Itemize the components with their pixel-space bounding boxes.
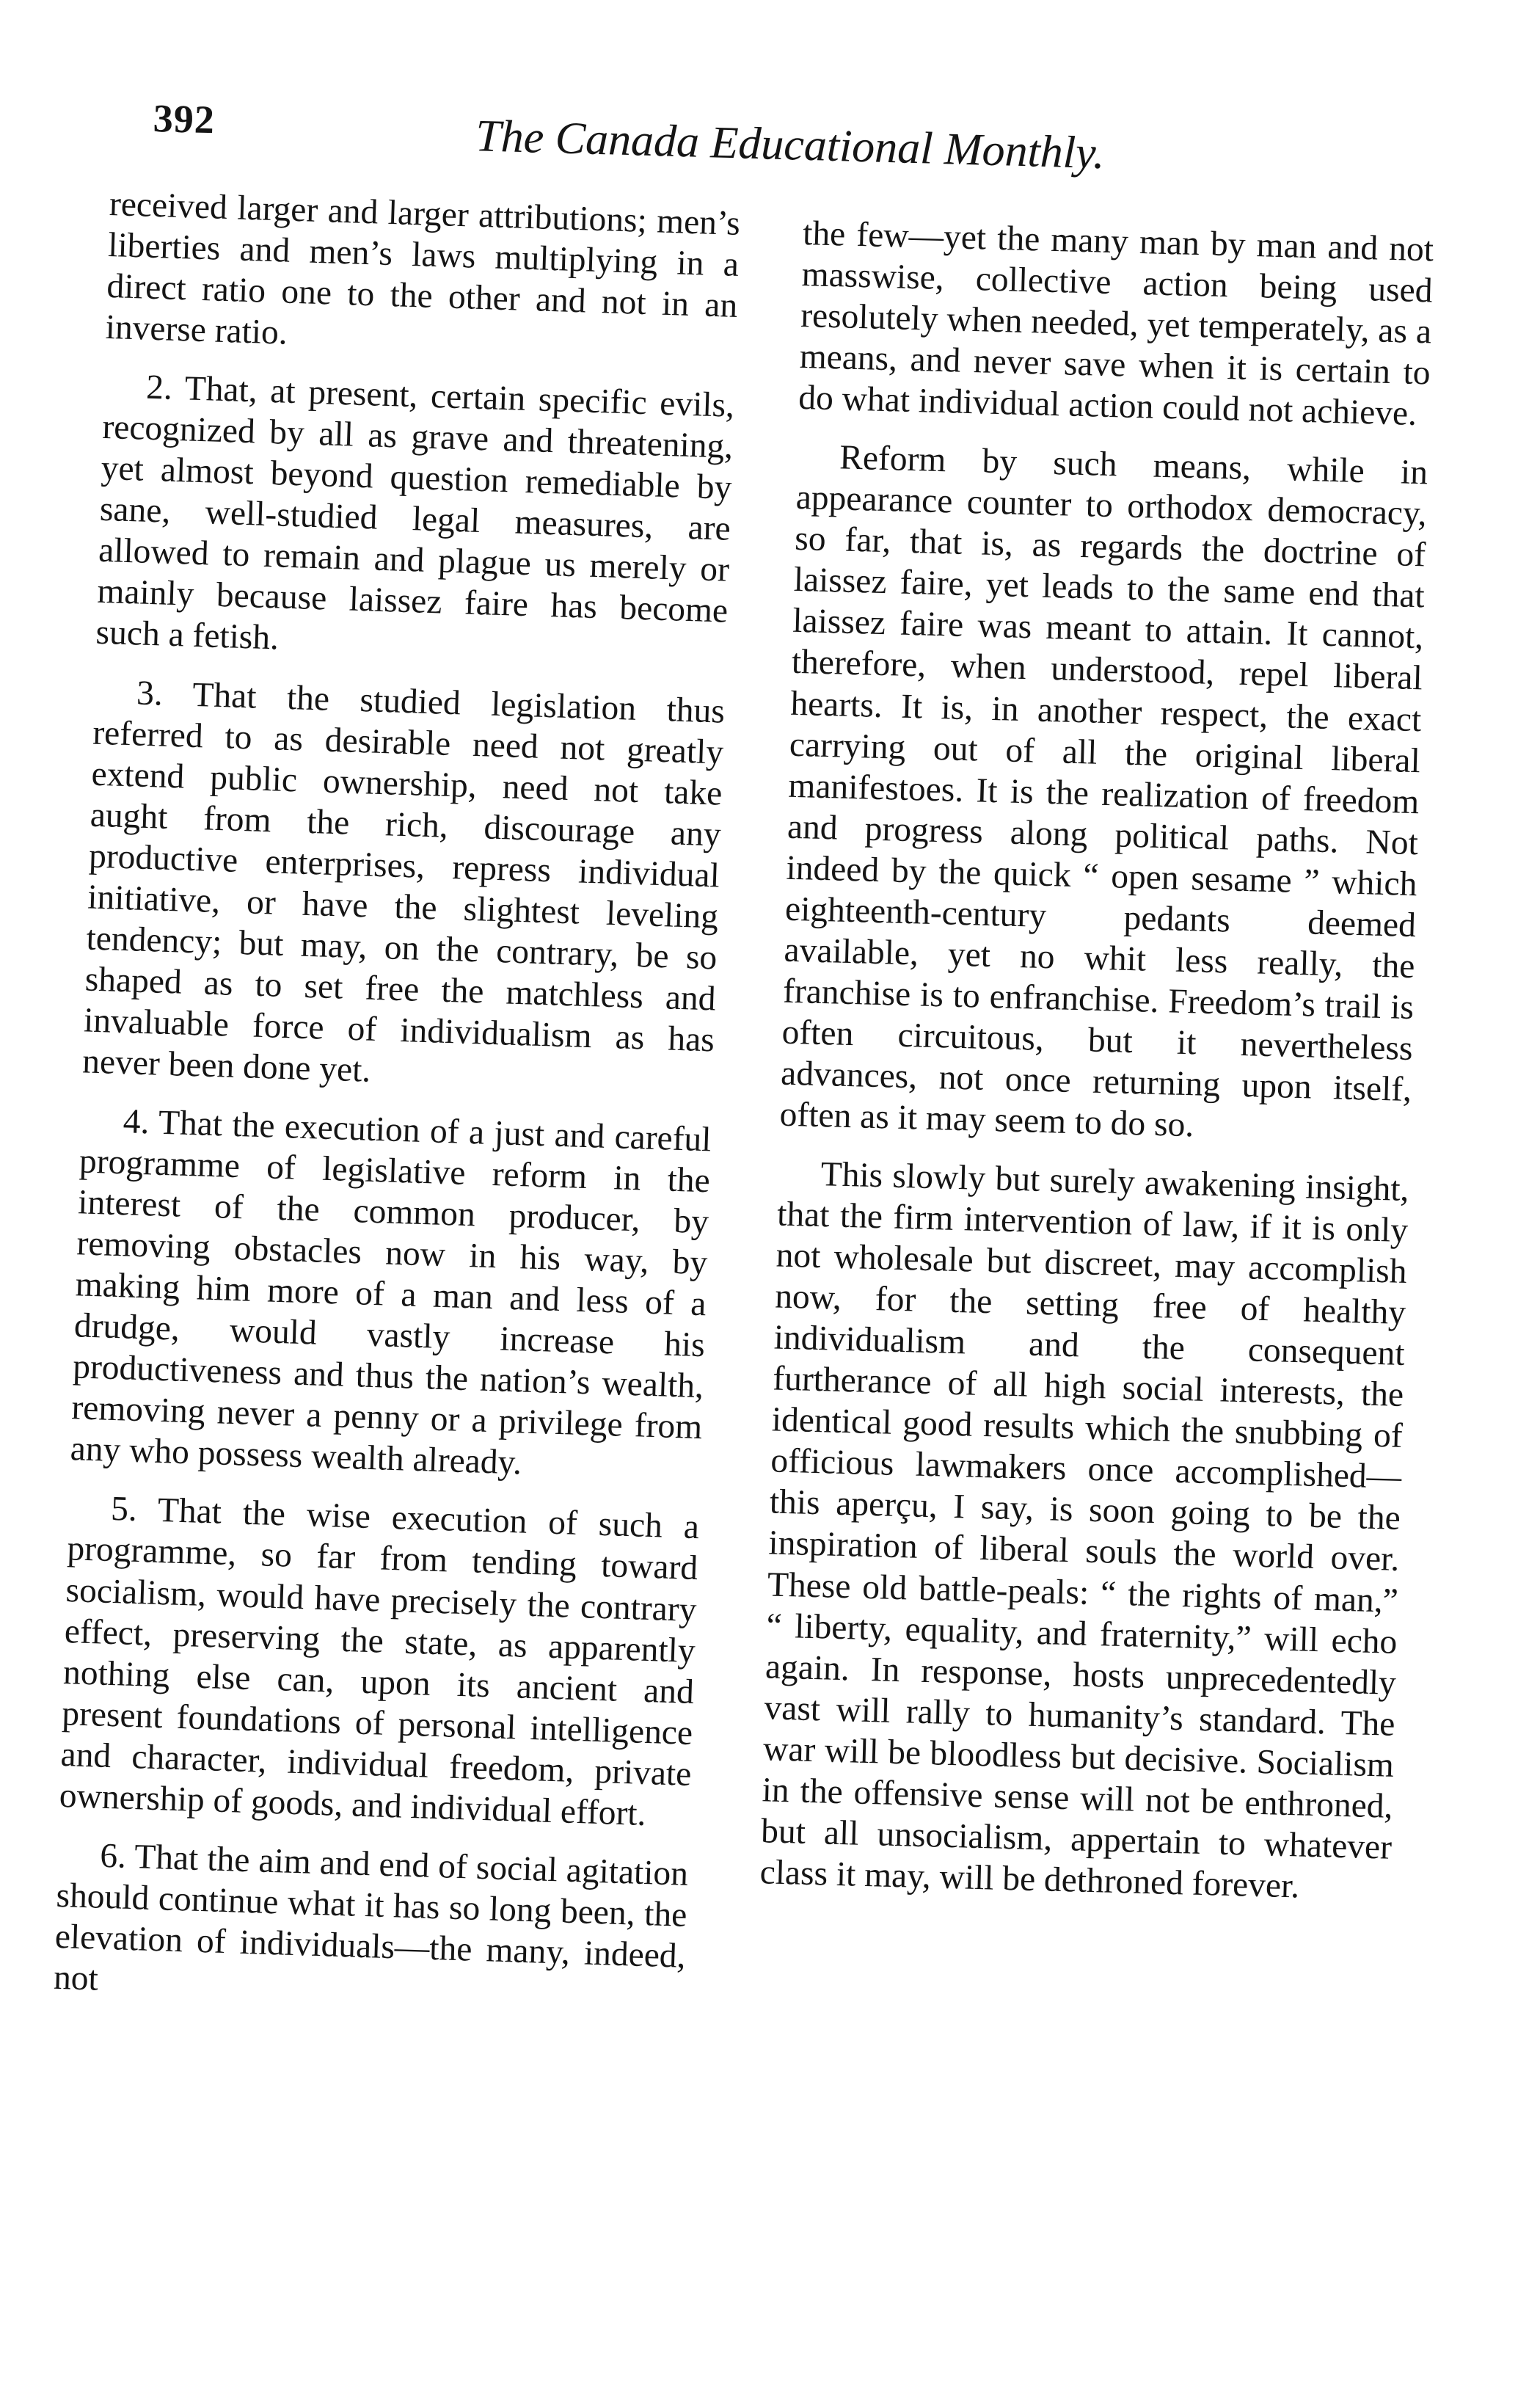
page-number: 392 [153,95,216,142]
page-header [152,88,1167,197]
paragraph-point-3: 3. That the studied legislation thus referred to as desirable need not greatly extend public ownership, need not take aught from the rich, discourage any productive enterprises, repress individual initiative, or have the slightest leveling tendency; but may, on the contrary, be so shaped as to set free the matchless and invaluable force of individualism as has never been done yet. [81,674,726,1090]
right-column [759,213,1434,1927]
paragraph-point-4: 4. That the execution of a just and careful programme of legislative reform in the interest of the common producer, by removing obstacles now in his way, by making him more of a man and less of a drudge, would vastly increase his productiveness and thus the nation’s wealth, removing never a penny or a privilege from any who possess wealth already. [69,1102,712,1482]
paragraph-continued: the few—yet the many man by man and not masswise, collective action being used resolutely when needed, yet temperately, as a means, and never save when it is certain to do what individual action could not achieve. [798,214,1434,434]
running-title: The Canada Educational Monthly. [475,111,1106,179]
paragraph-continued: received larger and larger attributions; men’s liberties and men’s laws multiplying in a direct ratio one to the other and not in an inverse ratio. [105,184,741,352]
left-column [53,183,741,2036]
paragraph-point-5: 5. That the wise execution of such a programme, so far from tending toward socialism, would have precisely the contrary effect, preserving the state, as apparently nothing else can, upon its ancient and present foundations of personal intelligence and character, individual freedom, private ownership of goods, and individual effort. [59,1490,700,1833]
paragraph-reform: Reform by such means, while in appearance counter to orthodox democracy, so far, that is, as regards the doctrine of laissez faire, yet leads to the same end that laissez faire was meant to attain. It cannot, therefore, when understood, repel liberal hearts. It is, in another respect, the exact carrying out of all the original liberal manifestoes. It is the realization of freedom and progress along political paths. Not indeed by the quick “ open sesame ” which eighteenth-century pedants deemed available, yet no whit less really, the franchise is to enfranchise. Freedom’s trail is often circuitous, but it nevertheless advances, not once returning upon itself, often as it may seem to do so. [779,438,1428,1145]
paragraph-insight: This slowly but surely awakening insight, that the firm intervention of law, if it is only not wholesale but discreet, may accomplish now, for the setting free of healthy individualism and the consequent furtherance of all high social interests, the identical good results which the snubbing of officious lawmakers once accomplished—this aperçu, I say, is soon going to be the inspiration of liberal souls the world over. These old battle-peals: “ the rights of man,” “ liberty, equality, and fraternity,” will echo again. In response, hosts unprecedentedly vast will rally to humanity’s standard. The war will be bloodless but decisive. Socialism in the offensive sense will not be enthroned, but all unsocialism, appertain to whatever class it may, will be dethroned forever. [759,1155,1410,1906]
paragraph-point-6: 6. That the aim and end of social agitation should continue what it has so long been, the elevation of individuals—the many, indeed, not [53,1836,689,1998]
paragraph-point-2: 2. That, at present, certain specific evils, recognized by all as grave and threatening, yet almost beyond question remediable by sane, well-studied legal measures, are allowed to remain and plague us merely or mainly because laissez faire has become such a fetish. [95,368,735,658]
